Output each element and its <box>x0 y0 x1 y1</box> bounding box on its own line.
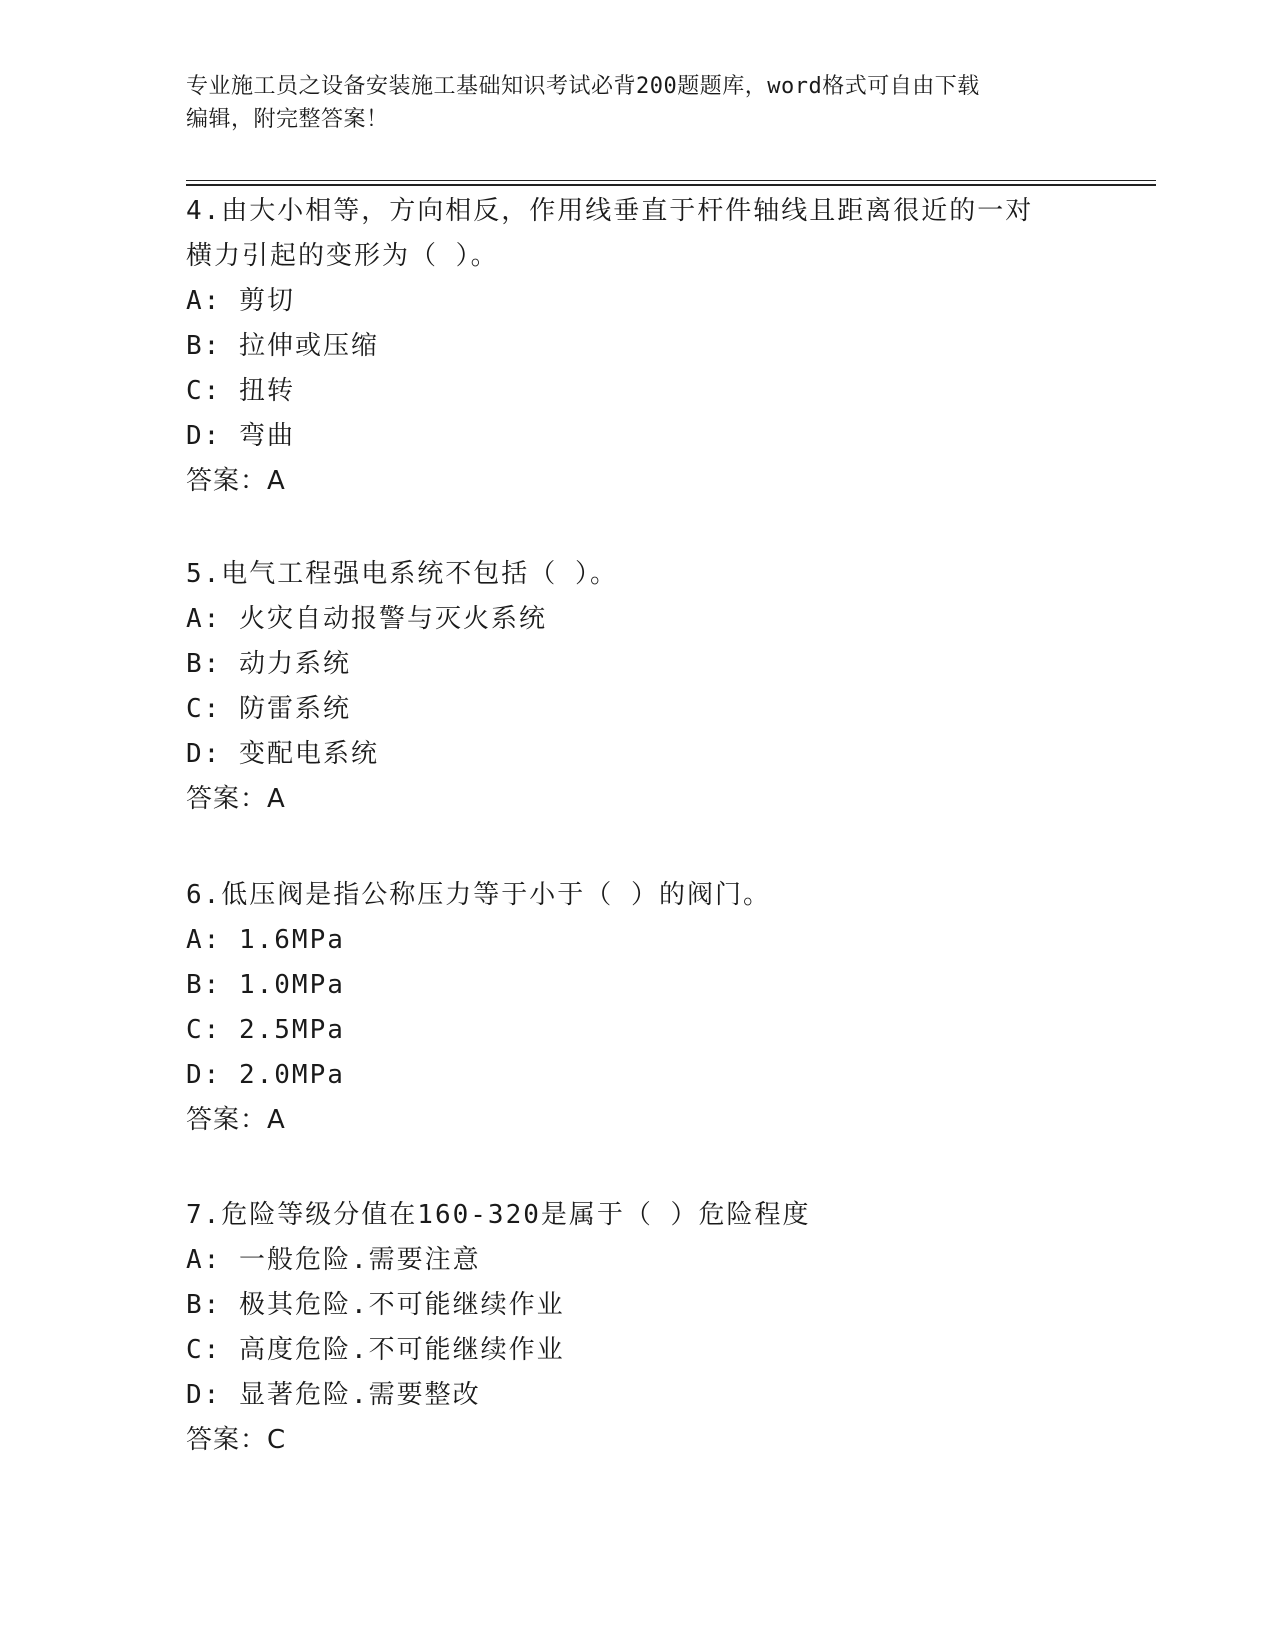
option-b <box>186 642 1086 687</box>
option-label: D: <box>186 739 222 769</box>
option-label: A: <box>186 286 222 316</box>
question-6 <box>186 873 1086 1143</box>
answer-line: 答案：A <box>186 466 286 496</box>
option-text: 高度危险.不可能继续作业 <box>238 1335 565 1365</box>
option-c <box>186 1328 1086 1373</box>
option-text: 防雷系统 <box>238 694 351 724</box>
question-7 <box>186 1193 1086 1463</box>
option-b <box>186 1283 1086 1328</box>
document-header <box>186 70 1086 136</box>
option-text: 极其危险.不可能继续作业 <box>238 1290 565 1320</box>
option-c <box>186 687 1086 732</box>
option-label: A: <box>186 925 222 955</box>
answer-line: 答案：A <box>186 1105 286 1135</box>
option-label: D: <box>186 1060 222 1090</box>
option-a <box>186 1238 1086 1283</box>
question-stem-line2: 横力引起的变形为（ ）。 <box>186 241 499 271</box>
header-title-line1: 专业施工员之设备安装施工基础知识考试必背200题题库，word格式可自由下载 <box>186 74 980 99</box>
question-stem-line1: 7.危险等级分值在160-320是属于（ ）危险程度 <box>186 1200 811 1230</box>
option-b <box>186 324 1086 369</box>
option-label: C: <box>186 1335 222 1365</box>
answer-line: 答案：A <box>186 784 286 814</box>
option-text: 变配电系统 <box>238 739 379 769</box>
option-c <box>186 369 1086 414</box>
question-stem-line1: 6.低压阀是指公称压力等于小于（ ）的阀门。 <box>186 880 771 910</box>
option-label: D: <box>186 421 222 451</box>
option-text: 扭转 <box>238 376 295 406</box>
option-a <box>186 597 1086 642</box>
option-text: 1.6MPa <box>238 925 345 955</box>
header-divider-thin <box>186 180 1156 181</box>
header-title-line2: 编辑，附完整答案！ <box>186 107 389 132</box>
option-text: 动力系统 <box>238 649 351 679</box>
option-label: C: <box>186 694 222 724</box>
question-stem-line1: 5.电气工程强电系统不包括（ ）。 <box>186 559 618 589</box>
option-label: C: <box>186 376 222 406</box>
option-a <box>186 918 1086 963</box>
option-text: 显著危险.需要整改 <box>238 1380 481 1410</box>
option-label: B: <box>186 1290 222 1320</box>
option-d <box>186 1053 1086 1098</box>
option-text: 1.0MPa <box>238 970 345 1000</box>
option-c <box>186 1008 1086 1053</box>
option-text: 一般危险.需要注意 <box>238 1245 481 1275</box>
option-label: C: <box>186 1015 222 1045</box>
option-label: B: <box>186 649 222 679</box>
answer-line: 答案：C <box>186 1425 287 1455</box>
option-b <box>186 963 1086 1008</box>
option-d <box>186 414 1086 459</box>
option-text: 弯曲 <box>238 421 295 451</box>
question-stem-line1: 4.由大小相等，方向相反，作用线垂直于杆件轴线且距离很近的一对 <box>186 196 1034 226</box>
option-text: 剪切 <box>238 286 295 316</box>
option-text: 拉伸或压缩 <box>238 331 379 361</box>
option-label: D: <box>186 1380 222 1410</box>
question-4 <box>186 189 1086 504</box>
header-divider-thick <box>186 184 1156 186</box>
option-d <box>186 1373 1086 1418</box>
option-d <box>186 732 1086 777</box>
option-text: 2.5MPa <box>238 1015 345 1045</box>
option-label: B: <box>186 970 222 1000</box>
option-label: A: <box>186 604 222 634</box>
option-label: B: <box>186 331 222 361</box>
question-5 <box>186 552 1086 822</box>
option-label: A: <box>186 1245 222 1275</box>
option-text: 火灾自动报警与灭火系统 <box>238 604 547 634</box>
option-a <box>186 279 1086 324</box>
option-text: 2.0MPa <box>238 1060 345 1090</box>
